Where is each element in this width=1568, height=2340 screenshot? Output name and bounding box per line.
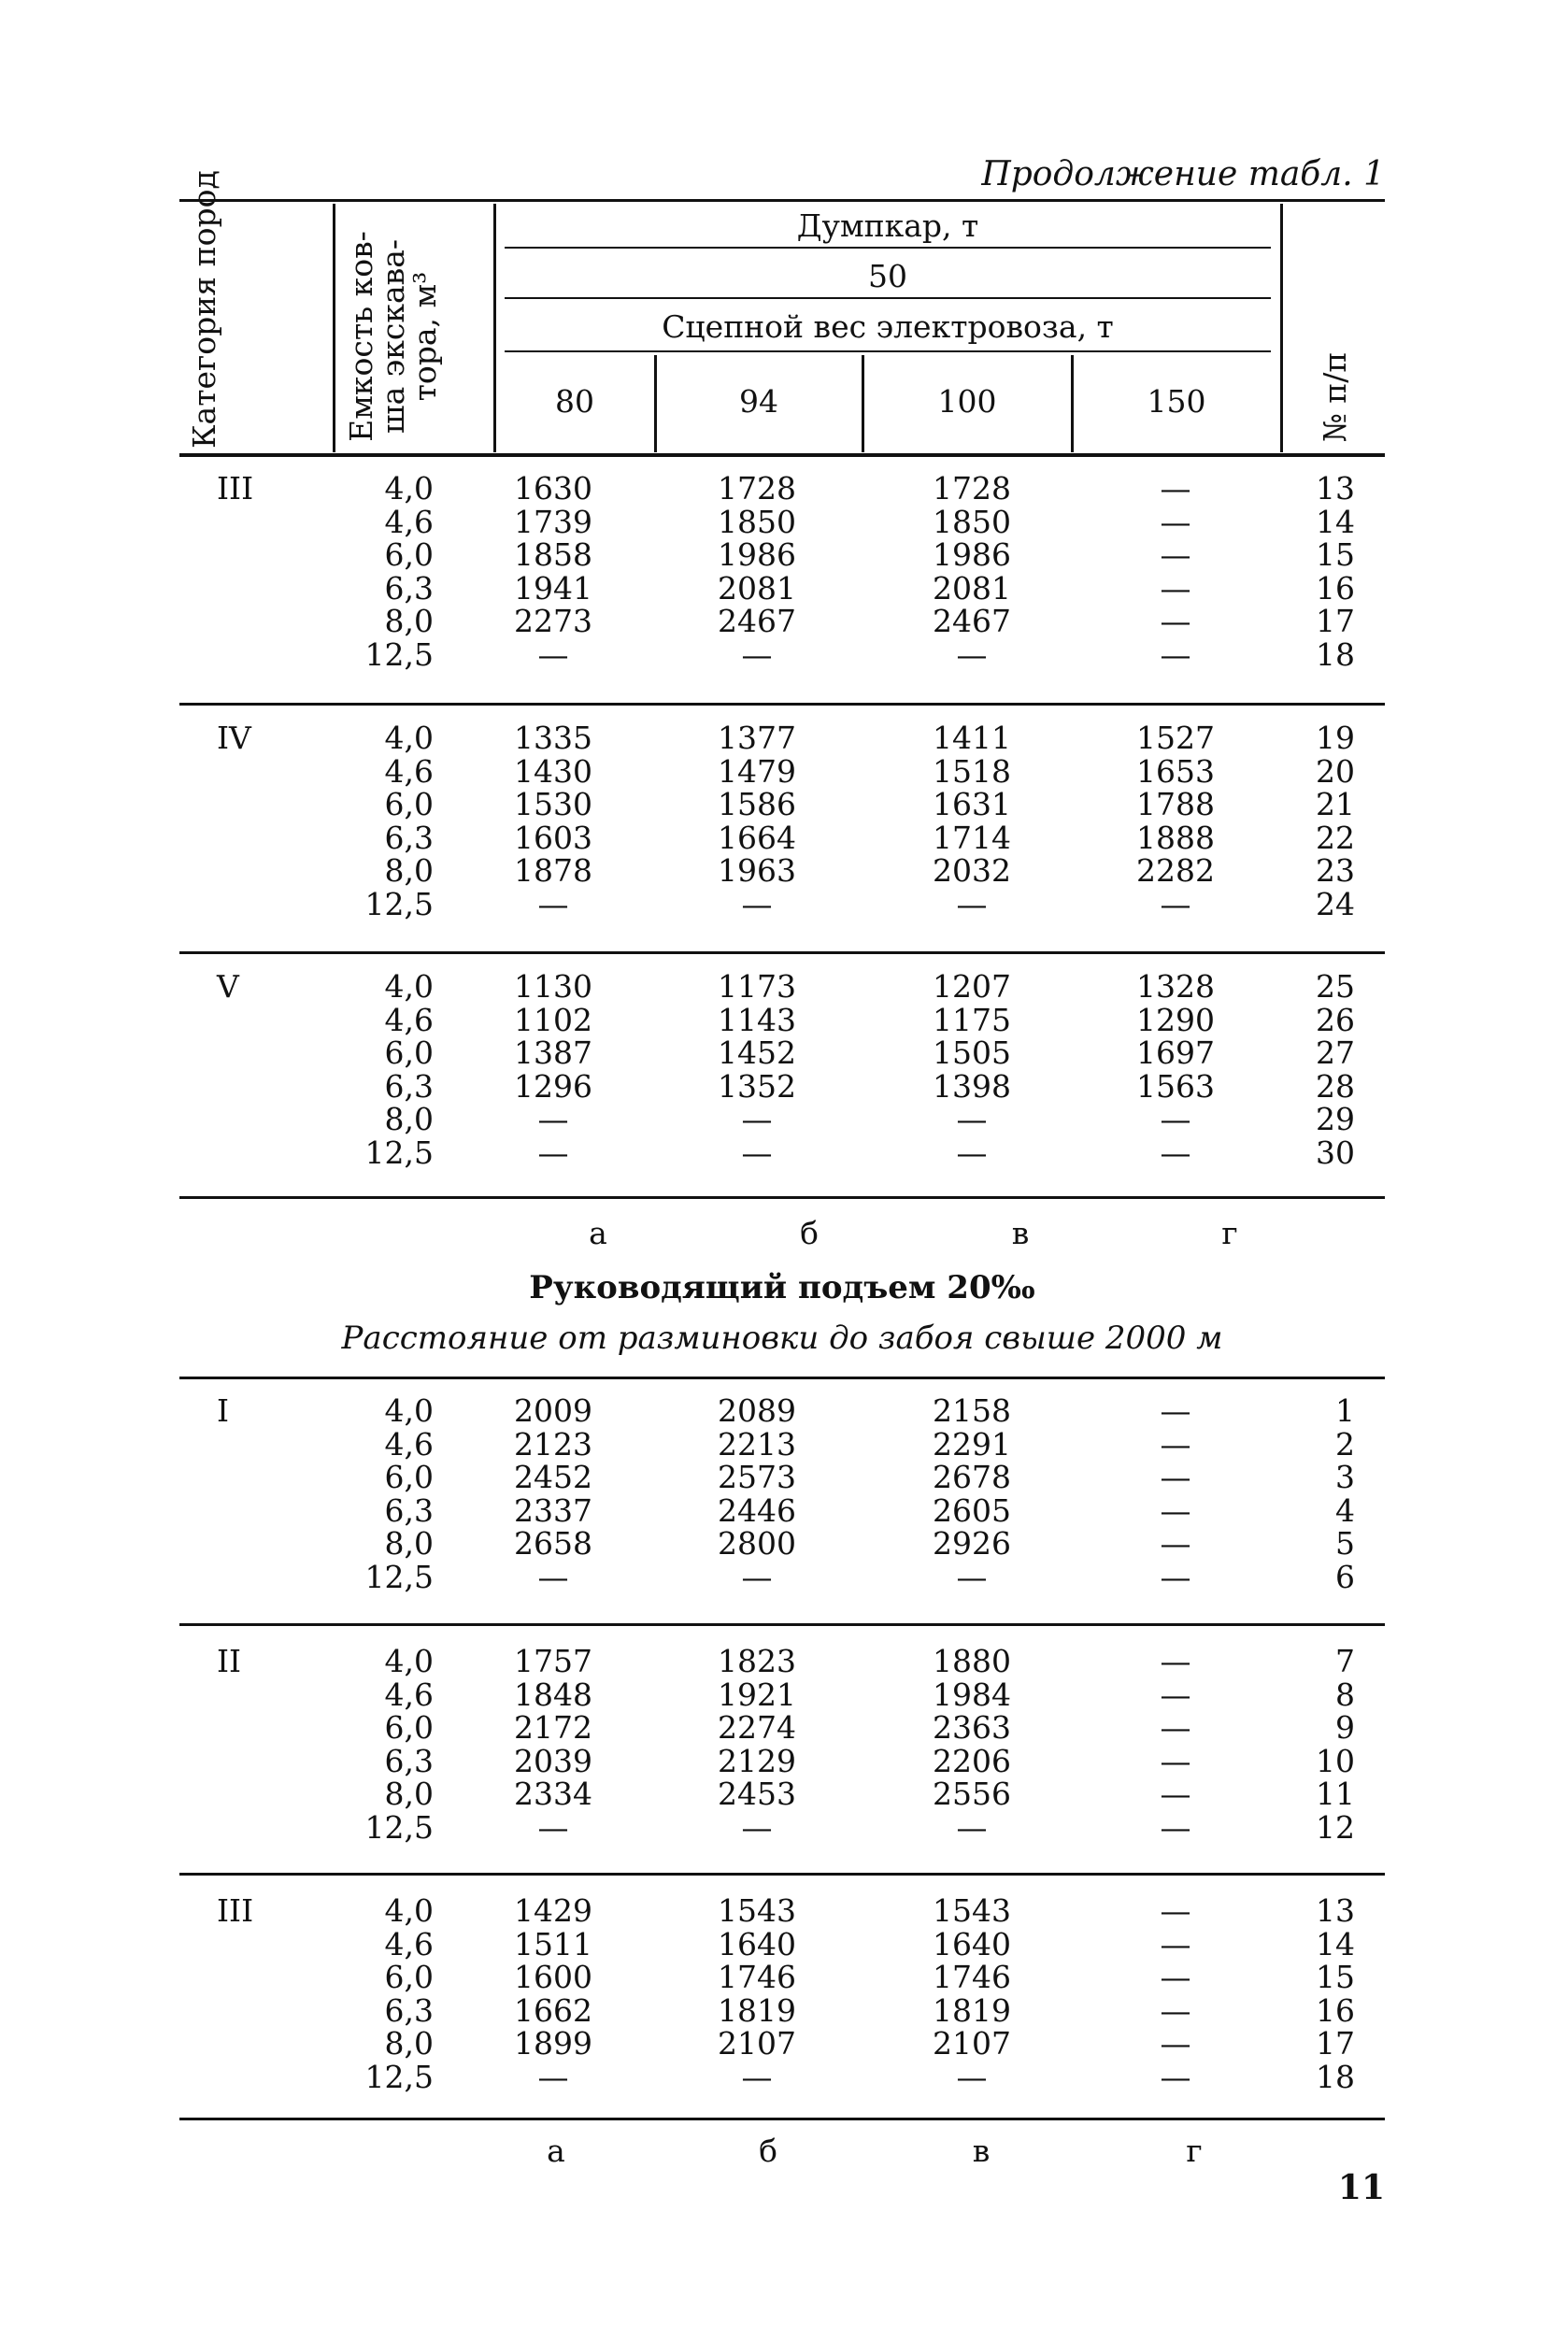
- table-cell: 1728: [933, 470, 1011, 507]
- section-subheading: Расстояние от разминовки до забоя свыше 2000 м: [341, 1320, 1223, 1357]
- table-cell: 1986: [933, 536, 1011, 573]
- table-cell: 4,6: [384, 1676, 434, 1713]
- table-cell: 1984: [933, 1676, 1011, 1713]
- table-cell: 26: [1316, 1001, 1355, 1038]
- table-cell: 12,5: [364, 635, 434, 673]
- table-cell: —: [537, 885, 569, 922]
- table-cell: 24: [1316, 885, 1355, 922]
- column-letter-2: б: [759, 2133, 777, 2169]
- table-cell: 1788: [1136, 786, 1215, 822]
- table-cell: 1543: [933, 1892, 1011, 1929]
- table-cell: 1130: [514, 968, 592, 1005]
- table-cell: 2363: [933, 1709, 1011, 1746]
- table-cell: 12: [1316, 1808, 1355, 1846]
- table-cell: —: [1160, 1558, 1191, 1595]
- table-cell: 1511: [514, 1925, 592, 1962]
- table-cell: 1880: [933, 1643, 1011, 1679]
- table-cell: 2: [1335, 1425, 1355, 1462]
- table-cell: 1290: [1136, 1001, 1215, 1038]
- header-capacity-line1: Емкость ков-: [343, 231, 379, 442]
- table-cell: 14: [1316, 1925, 1355, 1962]
- table-cell: 8,0: [384, 603, 434, 639]
- table-cell: 1746: [933, 1959, 1011, 1995]
- table-cell: —: [741, 2058, 773, 2095]
- table-cell: 19: [1316, 720, 1355, 756]
- table-cell: 1328: [1136, 968, 1215, 1005]
- table-cell: 1377: [718, 720, 796, 756]
- table-cell: 14: [1316, 503, 1355, 540]
- header-line-loco: [505, 350, 1271, 352]
- table-cell: 4,0: [384, 720, 434, 756]
- table-cell: 1505: [933, 1034, 1011, 1071]
- table-cell: —: [1160, 1392, 1191, 1429]
- table-cell: 6,3: [384, 1491, 434, 1529]
- column-letter-2: б: [800, 1215, 819, 1251]
- table-cell: —: [1160, 1742, 1191, 1779]
- table-cell: 7: [1335, 1643, 1355, 1679]
- table-cell: —: [1160, 2025, 1191, 2062]
- table-cell: 1527: [1136, 720, 1215, 756]
- table-cell: 6,0: [384, 1959, 434, 1995]
- table-cell: 1207: [933, 968, 1011, 1005]
- category-label: IV: [217, 720, 251, 756]
- table-cell: 2081: [933, 569, 1011, 606]
- table-cell: 6,3: [384, 1067, 434, 1105]
- table-cell: 4,6: [384, 503, 434, 540]
- table-cell: 2282: [1136, 852, 1215, 889]
- table-cell: 1563: [1136, 1067, 1215, 1105]
- header-weight-94: 94: [739, 383, 778, 420]
- table-cell: 1963: [718, 852, 796, 889]
- table-cell: —: [1160, 1808, 1191, 1846]
- table-cell: 11: [1316, 1776, 1355, 1812]
- table-cell: 21: [1316, 786, 1355, 822]
- table-cell: 1387: [514, 1034, 592, 1071]
- table-cell: 1823: [718, 1643, 796, 1679]
- table-cell: 8,0: [384, 2025, 434, 2062]
- table-cell: 1429: [514, 1892, 592, 1929]
- header-capacity: [343, 215, 458, 458]
- section-heading: Руководящий подъем 20‰: [529, 1269, 1035, 1306]
- table-cell: 6: [1335, 1558, 1355, 1595]
- table-cell: 6,0: [384, 1459, 434, 1495]
- table-cell: —: [956, 2058, 988, 2095]
- table-cell: 6,3: [384, 1742, 434, 1779]
- table-cell: 1819: [933, 1991, 1011, 2029]
- table-cell: 2009: [514, 1392, 592, 1429]
- table-cell: —: [1160, 1709, 1191, 1746]
- table-cell: 1899: [514, 2025, 592, 2062]
- table-cell: 1653: [1136, 752, 1215, 790]
- header-top-rule: [179, 199, 1385, 202]
- header-divider-3: [1280, 204, 1283, 452]
- table-cell: 1697: [1136, 1034, 1215, 1071]
- table-cell: 1518: [933, 752, 1011, 790]
- table-cell: —: [1160, 503, 1191, 540]
- table-cell: —: [537, 1808, 569, 1846]
- table-cell: 4,6: [384, 752, 434, 790]
- column-letter-4: г: [1186, 2133, 1203, 2169]
- table-cell: —: [1160, 1425, 1191, 1462]
- table-cell: 3: [1335, 1459, 1355, 1495]
- table-cell: 1411: [933, 720, 1011, 756]
- table-cell: 1888: [1136, 819, 1215, 856]
- header-number: № п/п: [1317, 351, 1353, 443]
- table-cell: 2658: [514, 1525, 592, 1562]
- table-cell: 17: [1316, 603, 1355, 639]
- table-cell: 2605: [933, 1491, 1011, 1529]
- table-cell: 1543: [718, 1892, 796, 1929]
- table-cell: 13: [1316, 1892, 1355, 1929]
- table-cell: 10: [1316, 1742, 1355, 1779]
- column-letter-3: в: [1011, 1215, 1030, 1251]
- header-capacity-line3: тора, м³: [406, 271, 443, 402]
- table-cell: 2273: [514, 603, 592, 639]
- table-cell: —: [741, 885, 773, 922]
- table-cell: —: [1160, 1776, 1191, 1812]
- table-cell: —: [956, 1134, 988, 1171]
- table-cell: 15: [1316, 536, 1355, 573]
- table-cell: 8,0: [384, 1525, 434, 1562]
- table-cell: 22: [1316, 819, 1355, 856]
- table-cell: —: [956, 885, 988, 922]
- table-cell: 4,0: [384, 968, 434, 1005]
- table-cell: —: [537, 2058, 569, 2095]
- table-cell: 1430: [514, 752, 592, 790]
- table-cell: 20: [1316, 752, 1355, 790]
- table-cell: 25: [1316, 968, 1355, 1005]
- group-separator: [179, 1873, 1385, 1876]
- table-cell: 2452: [514, 1459, 592, 1495]
- table-cell: 23: [1316, 852, 1355, 889]
- table-cell: —: [741, 635, 773, 673]
- table-cell: 1335: [514, 720, 592, 756]
- table-cell: 2334: [514, 1776, 592, 1812]
- table-cell: —: [1160, 1959, 1191, 1995]
- header-loco-weight: Сцепной вес электровоза, т: [662, 308, 1114, 345]
- table-cell: 2337: [514, 1491, 592, 1529]
- header-line-dumpcar: [505, 247, 1271, 249]
- table-cell: 12,5: [364, 1808, 434, 1846]
- table-cell: —: [741, 1558, 773, 1595]
- table-cell: 2453: [718, 1776, 796, 1812]
- table-cell: —: [956, 635, 988, 673]
- table-cell: 28: [1316, 1067, 1355, 1105]
- table-cell: 4,6: [384, 1925, 434, 1962]
- table-cell: 2107: [933, 2025, 1011, 2062]
- header-divider-1: [333, 204, 335, 452]
- table-cell: 6,3: [384, 819, 434, 856]
- table-cell: 1878: [514, 852, 592, 889]
- table-cell: 1850: [933, 503, 1011, 540]
- table-cell: 1986: [718, 536, 796, 573]
- table-cell: 2291: [933, 1425, 1011, 1462]
- table-cell: —: [1160, 603, 1191, 639]
- table-caption: Продолжение табл. 1: [981, 155, 1385, 193]
- table-cell: —: [537, 1101, 569, 1137]
- table-cell: 6,0: [384, 786, 434, 822]
- table-cell: 4,6: [384, 1425, 434, 1462]
- column-letter-1: а: [547, 2133, 565, 2169]
- table-cell: 1586: [718, 786, 796, 822]
- header-category: Категория пород: [186, 170, 222, 449]
- table-cell: —: [741, 1101, 773, 1137]
- header-capacity-line2: ша экскава-: [375, 238, 411, 435]
- table-cell: 1530: [514, 786, 592, 822]
- table-cell: 1143: [718, 1001, 796, 1038]
- section-bottom-rule: [179, 2118, 1385, 2120]
- table-cell: 18: [1316, 635, 1355, 673]
- table-cell: 1714: [933, 819, 1011, 856]
- table-cell: 2123: [514, 1425, 592, 1462]
- table-cell: 2800: [718, 1525, 796, 1562]
- table-cell: 16: [1316, 569, 1355, 606]
- table-cell: 2172: [514, 1709, 592, 1746]
- table-cell: 1452: [718, 1034, 796, 1071]
- table-cell: —: [1160, 470, 1191, 507]
- category-label: II: [217, 1643, 242, 1679]
- category-label: V: [217, 968, 239, 1005]
- table-cell: 1662: [514, 1991, 592, 2029]
- table-cell: 1296: [514, 1067, 592, 1105]
- table-cell: 9: [1335, 1709, 1355, 1746]
- table-cell: 2926: [933, 1525, 1011, 1562]
- table-cell: 12,5: [364, 885, 434, 922]
- table-cell: 1640: [718, 1925, 796, 1962]
- table-cell: 1: [1335, 1392, 1355, 1429]
- page-number: 11: [1337, 2168, 1385, 2207]
- table-cell: —: [956, 1558, 988, 1595]
- table-cell: 1352: [718, 1067, 796, 1105]
- table-cell: 4,0: [384, 470, 434, 507]
- table-cell: 2158: [933, 1392, 1011, 1429]
- table-cell: 2107: [718, 2025, 796, 2062]
- table-cell: 4: [1335, 1491, 1355, 1529]
- table-cell: 13: [1316, 470, 1355, 507]
- table-cell: 4,0: [384, 1892, 434, 1929]
- table-cell: 6,3: [384, 1991, 434, 2029]
- table-cell: 30: [1316, 1134, 1355, 1171]
- table-cell: 12,5: [364, 1134, 434, 1171]
- table-cell: 1848: [514, 1676, 592, 1713]
- table-cell: 2678: [933, 1459, 1011, 1495]
- column-letter-4: г: [1221, 1215, 1238, 1251]
- table-cell: 18: [1316, 2058, 1355, 2095]
- section2-top-rule: [179, 1377, 1385, 1379]
- table-cell: 1600: [514, 1959, 592, 1995]
- category-label: I: [217, 1392, 230, 1429]
- table-cell: 1858: [514, 536, 592, 573]
- table-cell: 8,0: [384, 852, 434, 889]
- table-cell: 6,0: [384, 1034, 434, 1071]
- table-cell: 2089: [718, 1392, 796, 1429]
- table-cell: —: [537, 635, 569, 673]
- header-weight-80: 80: [555, 383, 594, 420]
- table-cell: 1631: [933, 786, 1011, 822]
- table-cell: 12,5: [364, 1558, 434, 1595]
- table-cell: 2032: [933, 852, 1011, 889]
- table-cell: —: [1160, 1643, 1191, 1679]
- table-cell: 2467: [718, 603, 796, 639]
- table-cell: —: [1160, 2058, 1191, 2095]
- group-separator: [179, 951, 1385, 954]
- header-weight-150: 150: [1147, 383, 1206, 420]
- table-cell: —: [956, 1808, 988, 1846]
- header-weight-100: 100: [937, 383, 997, 420]
- table-cell: 1921: [718, 1676, 796, 1713]
- table-cell: 16: [1316, 1991, 1355, 2029]
- table-cell: —: [1160, 1892, 1191, 1929]
- table-cell: 2206: [933, 1742, 1011, 1779]
- table-cell: 4,0: [384, 1392, 434, 1429]
- table-cell: 6,0: [384, 1709, 434, 1746]
- table-cell: —: [1160, 1459, 1191, 1495]
- table-cell: 4,6: [384, 1001, 434, 1038]
- table-cell: 1398: [933, 1067, 1011, 1105]
- table-cell: 29: [1316, 1101, 1355, 1137]
- table-cell: 2129: [718, 1742, 796, 1779]
- table-cell: 5: [1335, 1525, 1355, 1562]
- table-cell: —: [1160, 569, 1191, 606]
- table-cell: —: [1160, 1991, 1191, 2029]
- table-cell: 2081: [718, 569, 796, 606]
- header-dumpcar: Думпкар, т: [796, 207, 979, 244]
- table-cell: 17: [1316, 2025, 1355, 2062]
- table-cell: 1664: [718, 819, 796, 856]
- table-cell: 8,0: [384, 1776, 434, 1812]
- table-cell: 1479: [718, 752, 796, 790]
- table-cell: 27: [1316, 1034, 1355, 1071]
- table-cell: —: [741, 1808, 773, 1846]
- table-cell: 2446: [718, 1491, 796, 1529]
- category-label: III: [217, 470, 254, 507]
- column-letter-1: а: [589, 1215, 607, 1251]
- table-cell: 15: [1316, 1959, 1355, 1995]
- table-cell: —: [537, 1134, 569, 1171]
- table-cell: —: [1160, 635, 1191, 673]
- table-cell: —: [1160, 1676, 1191, 1713]
- table-cell: 2556: [933, 1776, 1011, 1812]
- table-cell: 1757: [514, 1643, 592, 1679]
- table-cell: 2467: [933, 603, 1011, 639]
- table-cell: 1941: [514, 569, 592, 606]
- table-cell: —: [956, 1101, 988, 1137]
- table-cell: 2573: [718, 1459, 796, 1495]
- table-cell: 6,3: [384, 569, 434, 606]
- table-cell: —: [1160, 536, 1191, 573]
- table-cell: —: [1160, 885, 1191, 922]
- table-cell: 1728: [718, 470, 796, 507]
- table-cell: 2213: [718, 1425, 796, 1462]
- header-dumpcar-value: 50: [868, 258, 907, 294]
- table-cell: —: [1160, 1525, 1191, 1562]
- table-cell: 2039: [514, 1742, 592, 1779]
- table-cell: —: [1160, 1134, 1191, 1171]
- section-bottom-rule: [179, 1196, 1385, 1199]
- header-divider-2: [493, 204, 496, 452]
- table-cell: 1819: [718, 1991, 796, 2029]
- table-cell: —: [537, 1558, 569, 1595]
- table-cell: —: [1160, 1101, 1191, 1137]
- table-cell: 8,0: [384, 1101, 434, 1137]
- table-cell: 1603: [514, 819, 592, 856]
- table-cell: 1173: [718, 968, 796, 1005]
- table-cell: 12,5: [364, 2058, 434, 2095]
- table-cell: 1102: [514, 1001, 592, 1038]
- table-cell: 1175: [933, 1001, 1011, 1038]
- group-separator: [179, 1623, 1385, 1626]
- table-cell: 6,0: [384, 536, 434, 573]
- table-cell: 1850: [718, 503, 796, 540]
- table-cell: 8: [1335, 1676, 1355, 1713]
- table-cell: —: [741, 1134, 773, 1171]
- header-line-50: [505, 297, 1271, 299]
- table-cell: 1746: [718, 1959, 796, 1995]
- group-separator: [179, 703, 1385, 706]
- table-cell: 4,0: [384, 1643, 434, 1679]
- table-cell: 1739: [514, 503, 592, 540]
- table-cell: —: [1160, 1491, 1191, 1529]
- table-cell: 1640: [933, 1925, 1011, 1962]
- table-cell: 1630: [514, 470, 592, 507]
- column-letter-3: в: [972, 2133, 991, 2169]
- table-cell: 2274: [718, 1709, 796, 1746]
- category-label: III: [217, 1892, 254, 1929]
- table-cell: —: [1160, 1925, 1191, 1962]
